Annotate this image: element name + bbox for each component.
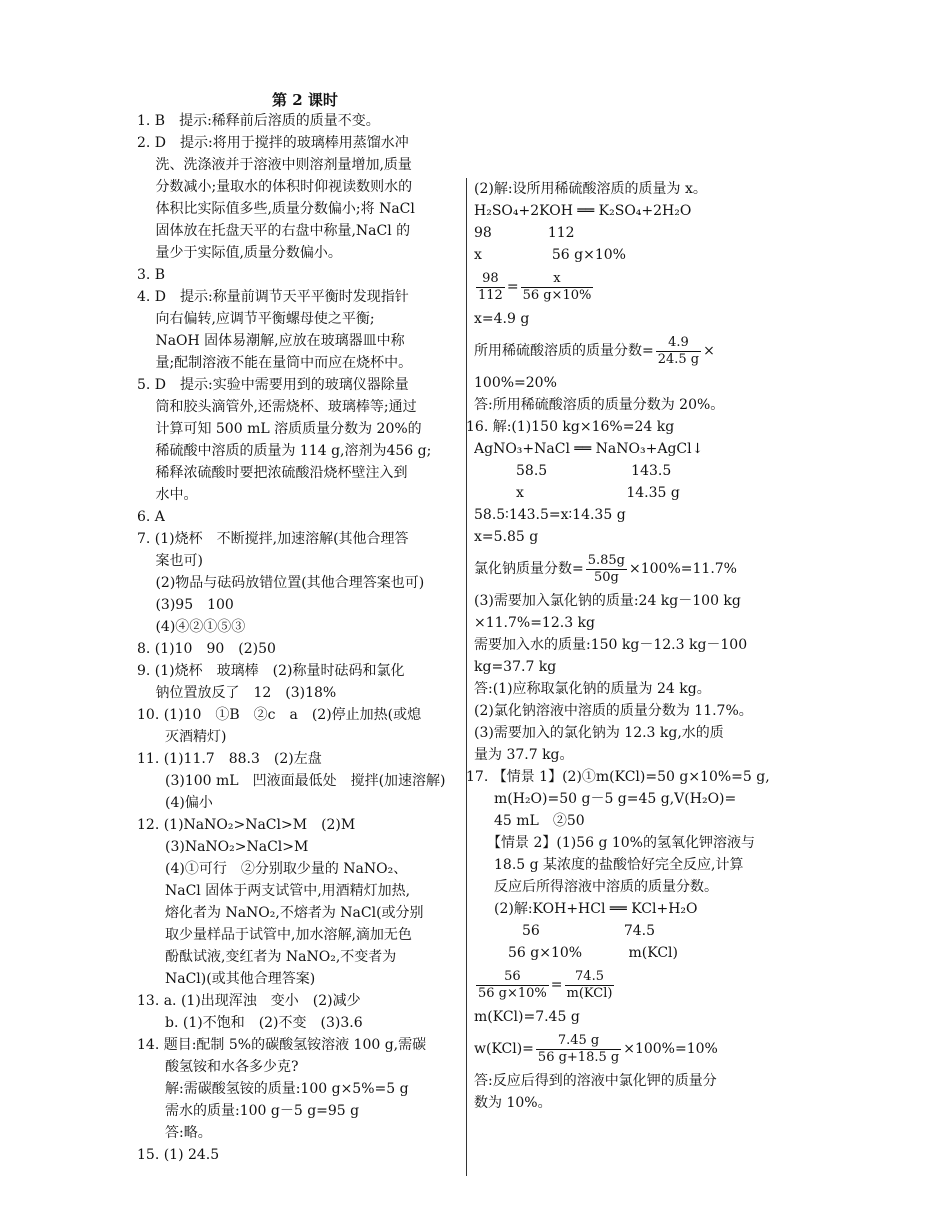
answer-line: 答:略。	[137, 1125, 212, 1141]
fraction: $\frac{5.85g}{50g}$	[587, 552, 626, 585]
fraction: $\frac{4.9}{24.5 g}$	[657, 334, 700, 367]
answer-line: 3. B	[137, 267, 166, 283]
fraction-equation: $\frac{98}{112}$ = $\frac{x}{56 g\times 10\%}$	[478, 270, 592, 303]
answer-line: 酸氢铵和水各多少克?	[137, 1059, 299, 1075]
text-line: 58.5 143.5	[474, 463, 672, 479]
answer-line: 9. (1)烧杯 玻璃棒 (2)称量时砝码和氯化	[137, 663, 405, 679]
answer-line: 向右偏转,应调节平衡螺母使之平衡;	[137, 311, 375, 327]
text-line: 反应后所得溶液中溶质的质量分数。	[466, 879, 718, 895]
answer-line: 稀硫酸中溶质的质量为 114 g,溶剂为456 g;	[137, 443, 432, 459]
fraction: $\frac{7.45 g}{56 g+18.5 g}$	[537, 1032, 620, 1065]
answer-line: 筒和胶头滴管外,还需烧杯、玻璃棒等;通过	[137, 399, 417, 415]
answer-line: 8. (1)10 90 (2)50	[137, 641, 276, 657]
answer-line: 解:需碳酸氢铵的质量:100 g×5%=5 g	[137, 1081, 409, 1097]
fraction-equation: $\frac{56}{56 g\times 10\%}$ = $\frac{74.5}{\text{m(KCl)}}$	[478, 968, 613, 1001]
answer-line: 取少量样品于试管中,加水溶解,滴加无色	[137, 927, 412, 943]
text-line: 16. 解:(1)150 kg×16%=24 kg	[466, 419, 675, 435]
text-line: 答:所用稀硫酸溶质的质量分数为 20%。	[474, 397, 725, 413]
text-line: 58.5∶143.5=x∶14.35 g	[474, 507, 626, 523]
text-line: 98 112	[474, 225, 575, 241]
answer-line: 1. B 提示:稀释前后溶质的质量不变。	[137, 113, 380, 129]
answer-line: (3)100 mL 凹液面最低处 搅拌(加速溶解)	[137, 773, 446, 789]
fraction: $\frac{56}{56 g\times 10\%}$	[478, 968, 547, 1001]
answer-line: 14. 题目:配制 5%的碳酸氢铵溶液 100 g,需碳	[137, 1037, 427, 1053]
answer-line: 12. (1)NaNO₂>NaCl>M (2)M	[137, 817, 356, 833]
text-line: m(H₂O)=50 g－5 g=45 g,V(H₂O)=	[466, 791, 737, 807]
text-line: 56 g×10% m(KCl)	[466, 945, 678, 961]
answer-line: 案也可)	[137, 553, 203, 569]
text-line: 17. 【情景 1】(2)①m(KCl)=50 g×10%=5 g,	[466, 769, 770, 785]
text-line: 量为 37.7 kg。	[474, 747, 574, 763]
answer-line: NaCl 固体于两支试管中,用酒精灯加热,	[137, 883, 411, 899]
answer-line: 洗、洗涤液并于溶液中则溶剂量增加,质量	[137, 157, 412, 173]
answer-line: (4)①可行 ②分别取少量的 NaNO₂、	[137, 861, 408, 877]
equation-line: H₂SO₄+2KOH ══ K₂SO₄+2H₂O	[474, 203, 692, 219]
answer-line: 灭酒精灯)	[137, 729, 227, 745]
text-line: x 56 g×10%	[474, 247, 626, 263]
fraction: $\frac{74.5}{\text{m(KCl)}}$	[566, 968, 613, 1001]
text-line: (3)需要加入的氯化钠为 12.3 kg,水的质	[474, 725, 724, 741]
text-line: m(KCl)=7.45 g	[474, 1009, 580, 1025]
answer-line: (3)NaNO₂>NaCl>M	[137, 839, 309, 855]
answer-line: 固体放在托盘天平的右盘中称量,NaCl 的	[137, 223, 411, 239]
fraction: $\frac{98}{112}$	[478, 270, 503, 303]
answer-line: (4)④②①⑤③	[137, 619, 246, 635]
answer-line: 水中。	[137, 487, 198, 503]
answer-line: 酚酞试液,变红者为 NaNO₂,不变者为	[137, 949, 397, 965]
answer-line: 6. A	[137, 509, 165, 525]
text-line: (2)氯化钠溶液中溶质的质量分数为 11.7%。	[474, 703, 753, 719]
text-line: 56 74.5	[466, 923, 655, 939]
answer-line: 计算可知 500 mL 溶质质量分数为 20%的	[137, 421, 422, 437]
answer-line: 需水的质量:100 g－5 g=95 g	[137, 1103, 360, 1119]
text-line: ×11.7%=12.3 kg	[474, 615, 596, 631]
answer-line: b. (1)不饱和 (2)不变 (3)3.6	[137, 1015, 363, 1031]
answer-line: 15. (1) 24.5	[137, 1147, 220, 1163]
equation-line: AgNO₃+NaCl ══ NaNO₃+AgCl↓	[474, 441, 704, 457]
text-line: 答:反应后得到的溶液中氯化钾的质量分	[474, 1073, 717, 1089]
answer-line: 2. D 提示:将用于搅拌的玻璃棒用蒸馏水冲	[137, 135, 409, 151]
text-line: 答:(1)应称取氯化钠的质量为 24 kg。	[474, 681, 711, 697]
answer-line: 量少于实际值,质量分数偏小。	[137, 245, 342, 261]
text-line: (3)需要加入氯化钠的质量:24 kg－100 kg	[474, 593, 741, 609]
text-line: 18.5 g 某浓度的盐酸恰好完全反应,计算	[466, 857, 744, 873]
answer-line: (4)偏小	[137, 795, 213, 811]
page-title: 第 2 课时	[272, 91, 338, 109]
answer-line: 体积比实际值多些,质量分数偏小;将 NaCl	[137, 201, 415, 217]
answer-line: NaOH 固体易潮解,应放在玻璃器皿中称	[137, 333, 405, 349]
right-column	[466, 178, 796, 1114]
answer-line: 7. (1)烧杯 不断搅拌,加速溶解(其他合理答	[137, 531, 409, 547]
answer-line: 4. D 提示:称量前调节天平平衡时发现指针	[137, 289, 409, 305]
answer-line: 分数减小;量取水的体积时仰视读数则水的	[137, 179, 413, 195]
answer-line: 11. (1)11.7 88.3 (2)左盘	[137, 751, 322, 767]
answer-line: 钠位置放反了 12 (3)18%	[137, 685, 337, 701]
text-line: 100%=20%	[474, 375, 557, 391]
answer-line: 5. D 提示:实验中需要用到的玻璃仪器除量	[137, 377, 409, 393]
text-line: kg=37.7 kg	[474, 659, 557, 675]
answer-line: 10. (1)10 ①B ②c a (2)停止加热(或熄	[137, 707, 422, 723]
left-column	[137, 110, 461, 1166]
fraction: $\frac{x}{56 g\times 10\%}$	[522, 270, 592, 303]
answer-line: 量;配制溶液不能在量筒中而应在烧杯中。	[137, 355, 413, 371]
text-line: (2)解:设所用稀硫酸溶质的质量为 x。	[474, 181, 707, 197]
equation-line: (2)解:KOH+HCl ══ KCl+H₂O	[466, 901, 698, 917]
fraction-equation: 所用稀硫酸溶质的质量分数= $\frac{4.9}{24.5 g}$ ×	[474, 334, 715, 367]
answer-line: 13. a. (1)出现浑浊 变小 (2)减少	[137, 993, 361, 1009]
answer-line: 稀释浓硫酸时要把浓硫酸沿烧杯壁注入到	[137, 465, 408, 481]
text-line: 需要加入水的质量:150 kg－12.3 kg－100	[474, 637, 748, 653]
text-line: 45 mL ②50	[466, 813, 585, 829]
text-line: 数为 10%。	[474, 1095, 552, 1111]
column-divider	[466, 178, 467, 1176]
answer-line: (3)95 100	[137, 597, 234, 613]
fraction-equation: w(KCl)= $\frac{7.45 g}{56 g+18.5 g}$ ×100%=10%	[474, 1032, 718, 1065]
answer-line: 熔化者为 NaNO₂,不熔者为 NaCl(或分别	[137, 905, 424, 921]
text-line: 【情景 2】(1)56 g 10%的氢氧化钾溶液与	[466, 835, 755, 851]
answer-line: (2)物品与砝码放错位置(其他合理答案也可)	[137, 575, 425, 591]
text-line: x=4.9 g	[474, 311, 530, 327]
answer-line: NaCl)(或其他合理答案)	[137, 971, 316, 987]
text-line: x=5.85 g	[474, 529, 539, 545]
text-line: x 14.35 g	[474, 485, 680, 501]
fraction-equation: 氯化钠质量分数= $\frac{5.85g}{50g}$ ×100%=11.7%	[474, 552, 737, 585]
